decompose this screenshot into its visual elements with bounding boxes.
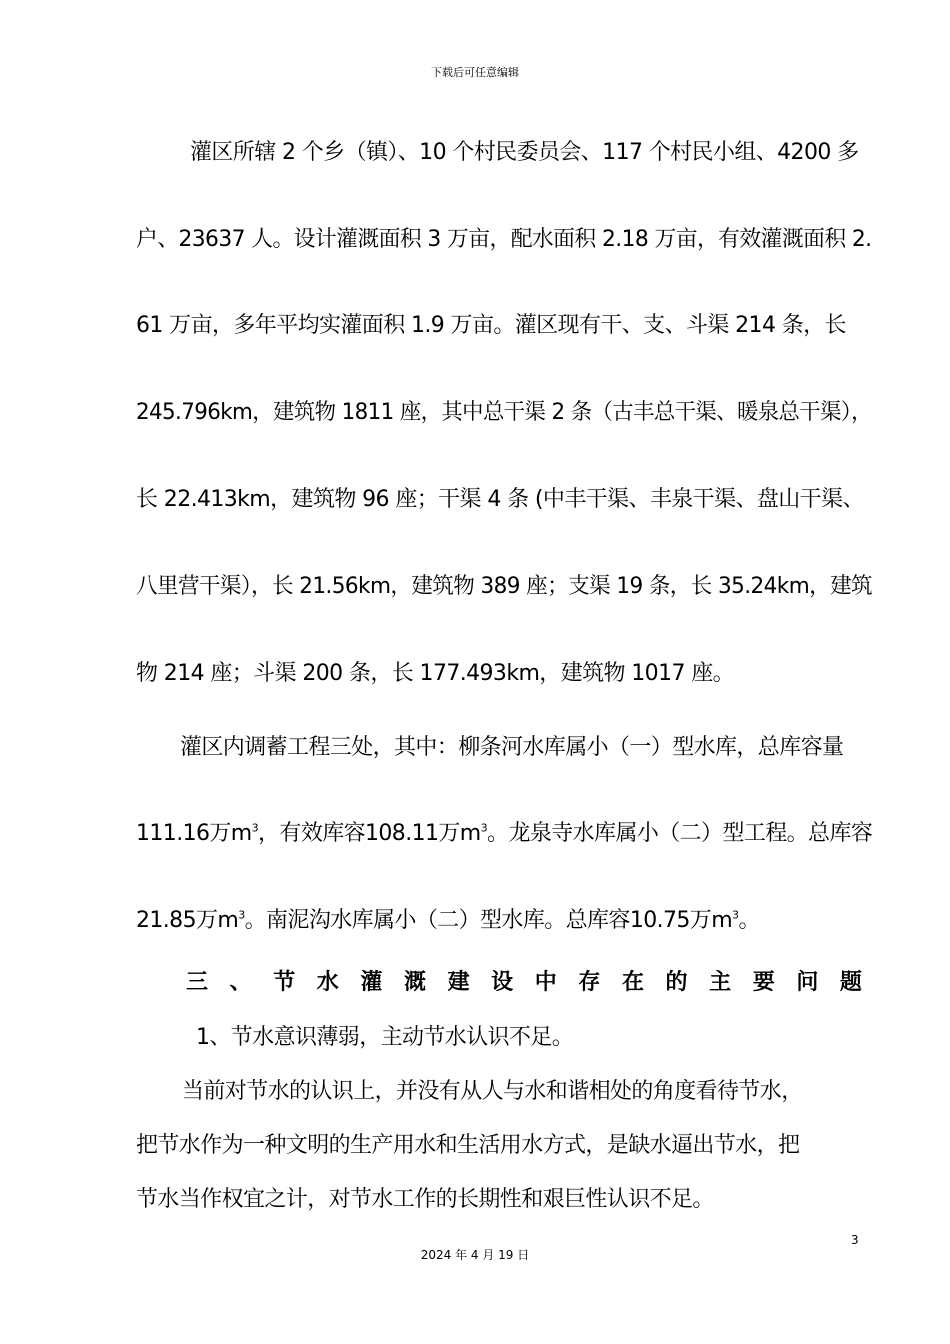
section-heading bbox=[186, 968, 862, 998]
heading-char: 设 bbox=[491, 970, 514, 995]
text-line: 户、23637 人。设计灌溉面积 3 万亩，配水面积 2.18 万亩，有效灌溉面积 2. bbox=[136, 227, 872, 252]
text-run: ，有效库容108.11万m bbox=[258, 821, 481, 846]
heading-char: 要 bbox=[752, 970, 775, 995]
text-run: 111.16万m bbox=[136, 821, 252, 846]
text-line: 物 214 座；斗渠 200 条，长 177.493km，建筑物 1017 座。 bbox=[136, 661, 735, 686]
text-line: 当前对节水的认识上，并没有从人与水和谐相处的角度看待节水， bbox=[182, 1079, 803, 1104]
heading-char: 灌 bbox=[360, 970, 383, 995]
heading-char: 建 bbox=[447, 970, 470, 995]
text-line: 245.796km，建筑物 1811 座，其中总干渠 2 条（古丰总干渠、暖泉总干渠）， bbox=[136, 400, 872, 425]
heading-char: 节 bbox=[273, 970, 296, 995]
footer-date: 2024 年 4 月 19 日 bbox=[420, 1248, 530, 1262]
heading-char: 问 bbox=[796, 970, 819, 995]
page-header: 下载后可任意编辑 bbox=[431, 66, 519, 79]
text-line: 把节水作为一种文明的生产用水和生活用水方式，是缺水逼出节水，把 bbox=[136, 1133, 800, 1158]
heading-char: 、 bbox=[229, 970, 252, 995]
heading-char: 存 bbox=[578, 970, 601, 995]
heading-char: 溉 bbox=[403, 970, 426, 995]
text-run: 。南泥沟水库属小（二）型水库。总库容10.75万m bbox=[244, 908, 733, 933]
heading-char: 三 bbox=[186, 970, 209, 995]
text-run: 。龙泉寺水库属小（二）型工程。总库容 bbox=[487, 821, 873, 846]
text-line: 长 22.413km，建筑物 96 座；干渠 4 条 (中丰干渠、丰泉干渠、盘山干渠、 bbox=[136, 487, 864, 512]
page-number: 3 bbox=[851, 1233, 859, 1247]
text-line bbox=[136, 819, 872, 849]
superscript: 3 bbox=[480, 821, 488, 835]
heading-char: 水 bbox=[316, 970, 339, 995]
heading-char: 题 bbox=[839, 970, 862, 995]
text-line: 八里营干渠），长 21.56km，建筑物 389 座；支渠 19 条，长 35.24km，建筑 bbox=[136, 574, 873, 599]
heading-char: 在 bbox=[621, 970, 644, 995]
superscript: 3 bbox=[732, 908, 739, 922]
text-line bbox=[136, 906, 760, 936]
text-line: 节水当作权宜之计，对节水工作的长期性和艰巨性认识不足。 bbox=[136, 1187, 714, 1212]
superscript: 3 bbox=[251, 821, 259, 835]
text-line: 灌区所辖 2 个乡（镇）、10 个村民委员会、117 个村民小组、4200 多 bbox=[190, 140, 859, 165]
text-line: 灌区内调蓄工程三处，其中：柳条河水库属小（一）型水库，总库容量 bbox=[180, 735, 844, 760]
heading-char: 主 bbox=[709, 970, 732, 995]
heading-char: 的 bbox=[665, 970, 688, 995]
text-line: 61 万亩，多年平均实灌面积 1.9 万亩。灌区现有干、支、斗渠 214 条，长 bbox=[136, 313, 846, 338]
text-run: 。 bbox=[738, 908, 760, 933]
subheading: 1、节水意识薄弱，主动节水认识不足。 bbox=[196, 1025, 574, 1050]
superscript: 3 bbox=[238, 908, 245, 922]
heading-char: 中 bbox=[534, 970, 557, 995]
text-run: 21.85万m bbox=[136, 908, 239, 933]
